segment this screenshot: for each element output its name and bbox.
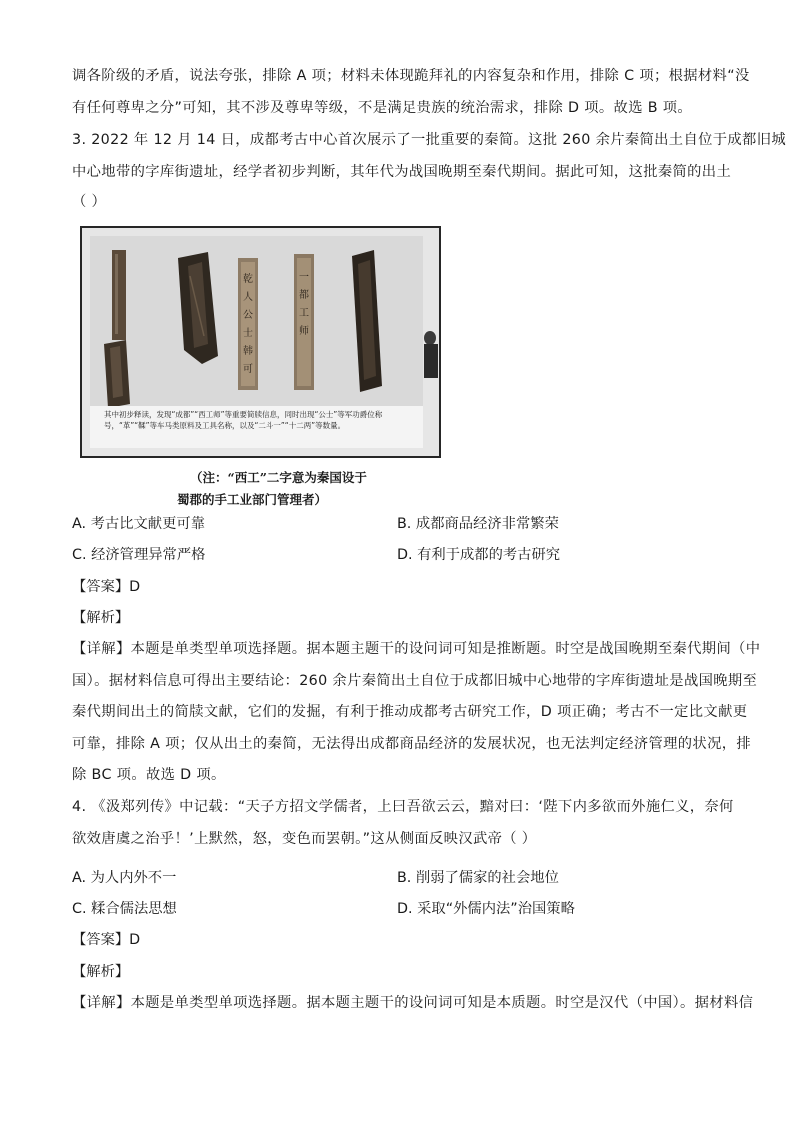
- text-line: 调各阶级的矛盾，说法夸张，排除 A 项；材料未体现跪拜礼的内容复杂和作用，排除 C 项；根据材料“没: [72, 68, 750, 84]
- answer-label: 【答案】D: [72, 932, 141, 948]
- svg-text:师: 师: [299, 326, 309, 337]
- question-4-stem: 欲效唐虞之治乎！’上默然，怒，变色而罢朝。”这从侧面反映汉武帝（ ）: [72, 831, 537, 847]
- svg-text:可: 可: [243, 364, 253, 375]
- svg-text:士: 士: [243, 328, 253, 339]
- svg-text:都: 都: [299, 290, 309, 301]
- question-4-stem: 4. 《汲郑列传》中记载：“天子方招文学儒者，上曰吾欲云云，黯对曰：‘陛下内多欲而外施仁义，奈何: [72, 799, 734, 815]
- question-3-stem: 中心地带的字库街遗址，经学者初步判断，其年代为战国晚期至秦代期间。据此可知，这批秦简的出土: [72, 164, 732, 180]
- detail-line: 【详解】本题是单类型单项选择题。据本题主题干的设问词可知是本质题。时空是汉代（中国）。据材料信: [72, 995, 754, 1011]
- svg-text:韩: 韩: [243, 346, 253, 357]
- svg-text:公: 公: [243, 310, 253, 321]
- option-a: A. 考古比文献更可靠: [72, 516, 205, 532]
- detail-line: 除 BC 项。故选 D 项。: [72, 767, 226, 783]
- question-3-stem: 3. 2022 年 12 月 14 日，成都考古中心首次展示了一批重要的秦简。这批 260 余片秦简出土自位于成都旧城: [72, 132, 786, 148]
- analysis-label: 【解析】: [72, 964, 130, 980]
- analysis-label: 【解析】: [72, 610, 130, 626]
- option-b: B. 成都商品经济非常繁荣: [397, 516, 559, 532]
- answer-label: 【答案】D: [72, 579, 141, 595]
- figure-caption: （注：“西工”二字意为秦国设于: [190, 470, 367, 485]
- svg-text:工: 工: [299, 308, 309, 319]
- detail-line: 【详解】本题是单类型单项选择题。据本题主题干的设问词可知是推断题。时空是战国晚期至秦代期间（中: [72, 641, 761, 657]
- svg-text:人: 人: [243, 292, 253, 303]
- text-line: 有任何尊卑之分”可知，其不涉及尊卑等级，不是满足贵族的统治需求，排除 D 项。故选 B 项。: [72, 100, 693, 116]
- photo-edge-figure: [422, 328, 442, 378]
- option-c: C. 经济管理异常严格: [72, 547, 206, 563]
- photo-note-box: [90, 406, 423, 448]
- detail-line: 国）。据材料信息可得出主要结论：260 余片秦简出土自位于成都旧城中心地带的字库街遗址是战国晚期至: [72, 673, 758, 689]
- option-d: D. 采取“外儒内法”治国策略: [397, 901, 575, 917]
- question-3-blank: （ ）: [72, 194, 107, 210]
- photo-note-text: 其中初步释读，发现“成都”“西工师”等重要简牍信息，同时出现“公士”等军功爵位称号，“革”“鞣”等车马类原料及工具名称，以及“二斗一”“十二两”等数量。: [104, 410, 383, 430]
- svg-text:一: 一: [299, 272, 309, 283]
- detail-line: 秦代期间出土的简牍文献，它们的发掘，有利于推动成都考古研究工作，D 项正确；考古不一定比文献更: [72, 704, 748, 720]
- option-b: B. 削弱了儒家的社会地位: [397, 870, 559, 886]
- bamboo-slips-photo: [80, 226, 441, 458]
- option-d: D. 有利于成都的考古研究: [397, 547, 561, 563]
- svg-text:乾: 乾: [243, 274, 253, 285]
- bamboo-slip: [112, 250, 126, 340]
- option-c: C. 糅合儒法思想: [72, 901, 177, 917]
- option-a: A. 为人内外不一: [72, 870, 177, 886]
- figure-caption: 蜀郡的手工业部门管理者）: [177, 492, 328, 507]
- detail-line: 可靠，排除 A 项；仅从出土的秦简，无法得出成都商品经济的发展状况，也无法判定经济管理的状况，排: [72, 736, 752, 752]
